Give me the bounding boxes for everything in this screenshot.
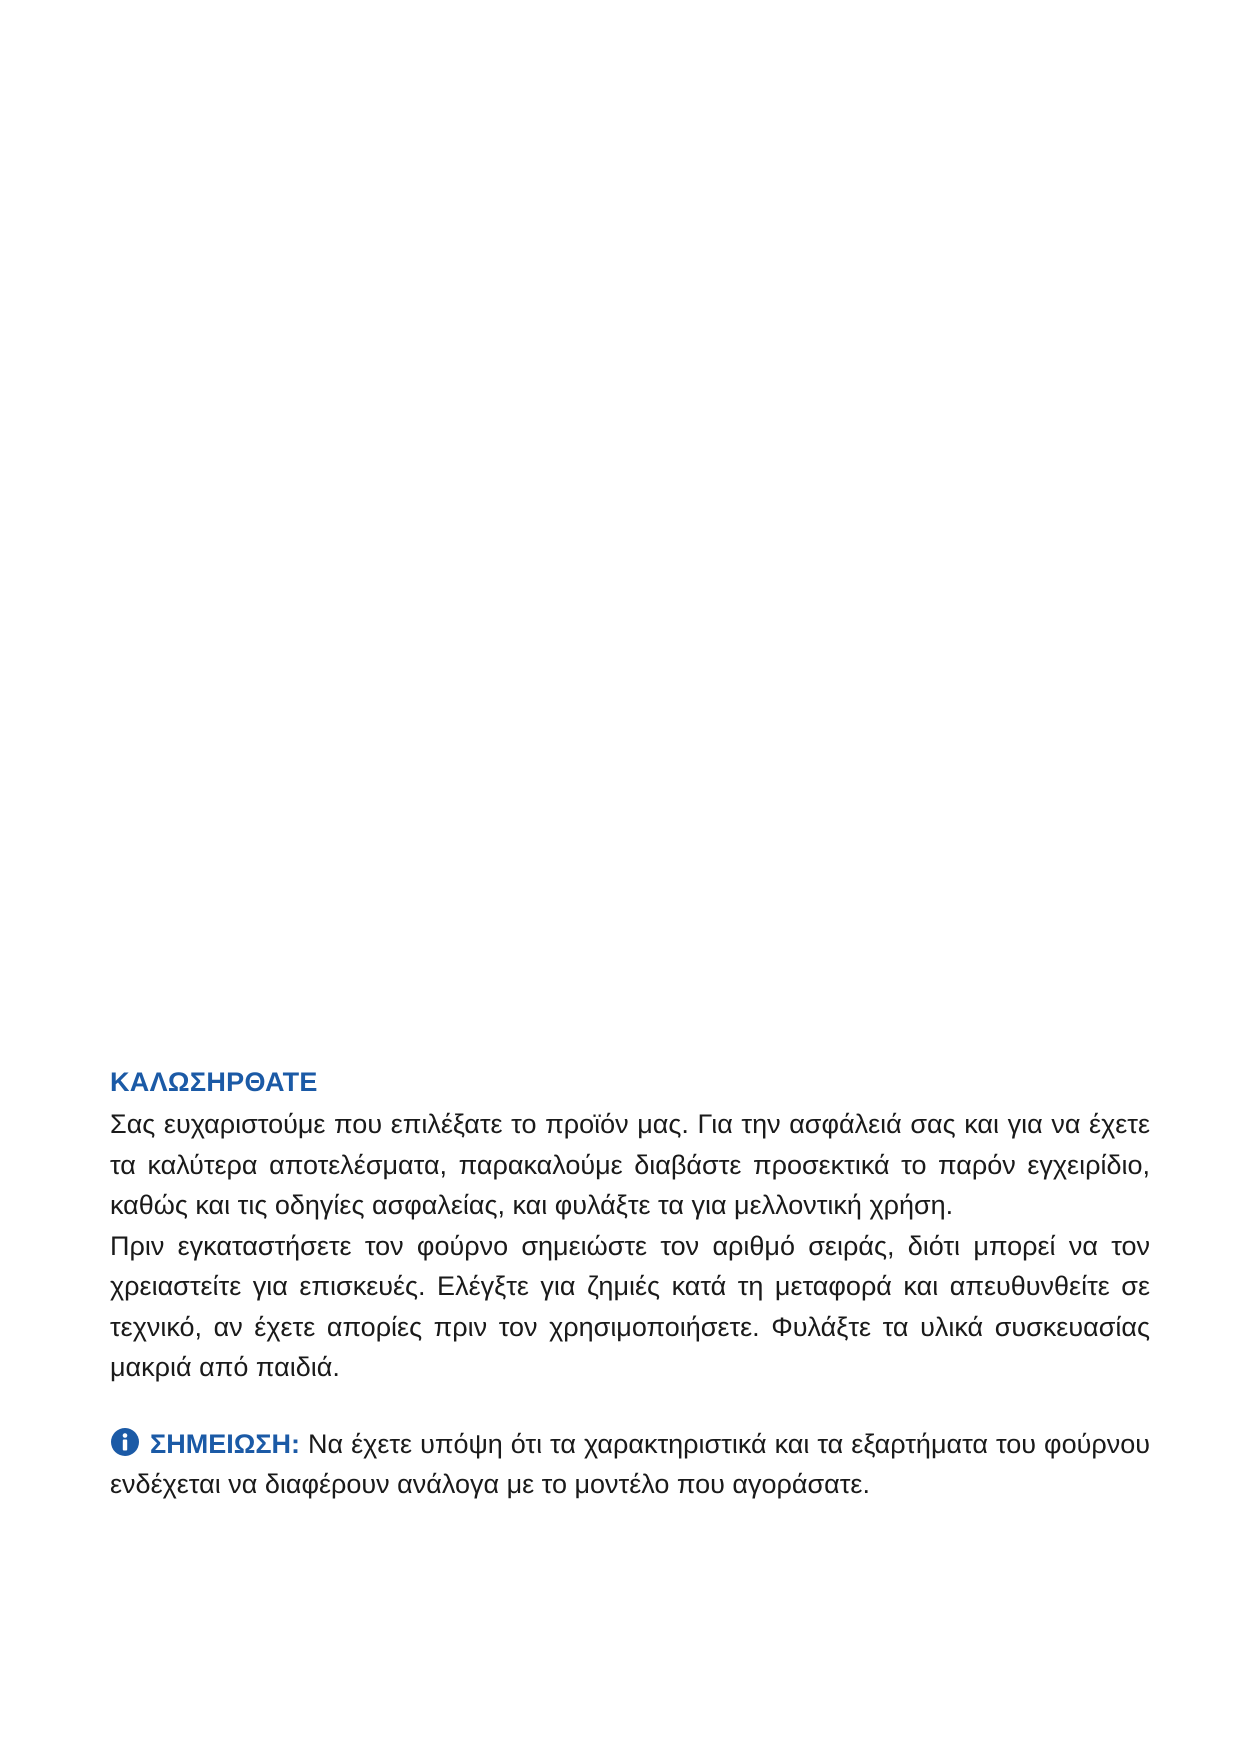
welcome-heading: ΚΑΛΩΣΗΡΘΑΤΕ: [110, 1067, 318, 1097]
note-label: ΣΗΜΕΙΩΣΗ:: [150, 1428, 301, 1459]
info-icon: [110, 1427, 140, 1457]
note-block: [110, 1424, 1150, 1505]
welcome-paragraph-1: Σας ευχαριστούμε που επιλέξατε το προϊόν μας. Για την ασφάλειά σας και για να έχετε τα καλύτερα αποτελέσματα, παρακαλούμε διαβάστε προσεκτικά το παρόν εγχειρίδιο, καθώς και τις οδηγίες ασφαλείας, και φυλάξτε τα για μελλοντική χρήση.: [110, 1109, 1150, 1220]
welcome-section: [110, 1062, 1150, 1505]
welcome-paragraph-2: Πριν εγκαταστήσετε τον φούρνο σημειώστε τον αριθμό σειράς, διότι μπορεί να τον χρειαστείτε για επισκευές. Ελέγξτε για ζημιές κατά τη μεταφορά και απευθυνθείτε σε τεχνικό, αν έχετε απορίες πριν τον χρησιμοποιήσετε. Φυλάξτε τα υλικά συσκευασίας μακριά από παιδιά.: [110, 1230, 1150, 1382]
note-text: Να έχετε υπόψη ότι τα χαρακτηριστικά και τα εξαρτήματα του φούρνου ενδέχεται να διαφέρουν ανάλογα με το μοντέλο που αγοράσατε.: [110, 1428, 1150, 1499]
